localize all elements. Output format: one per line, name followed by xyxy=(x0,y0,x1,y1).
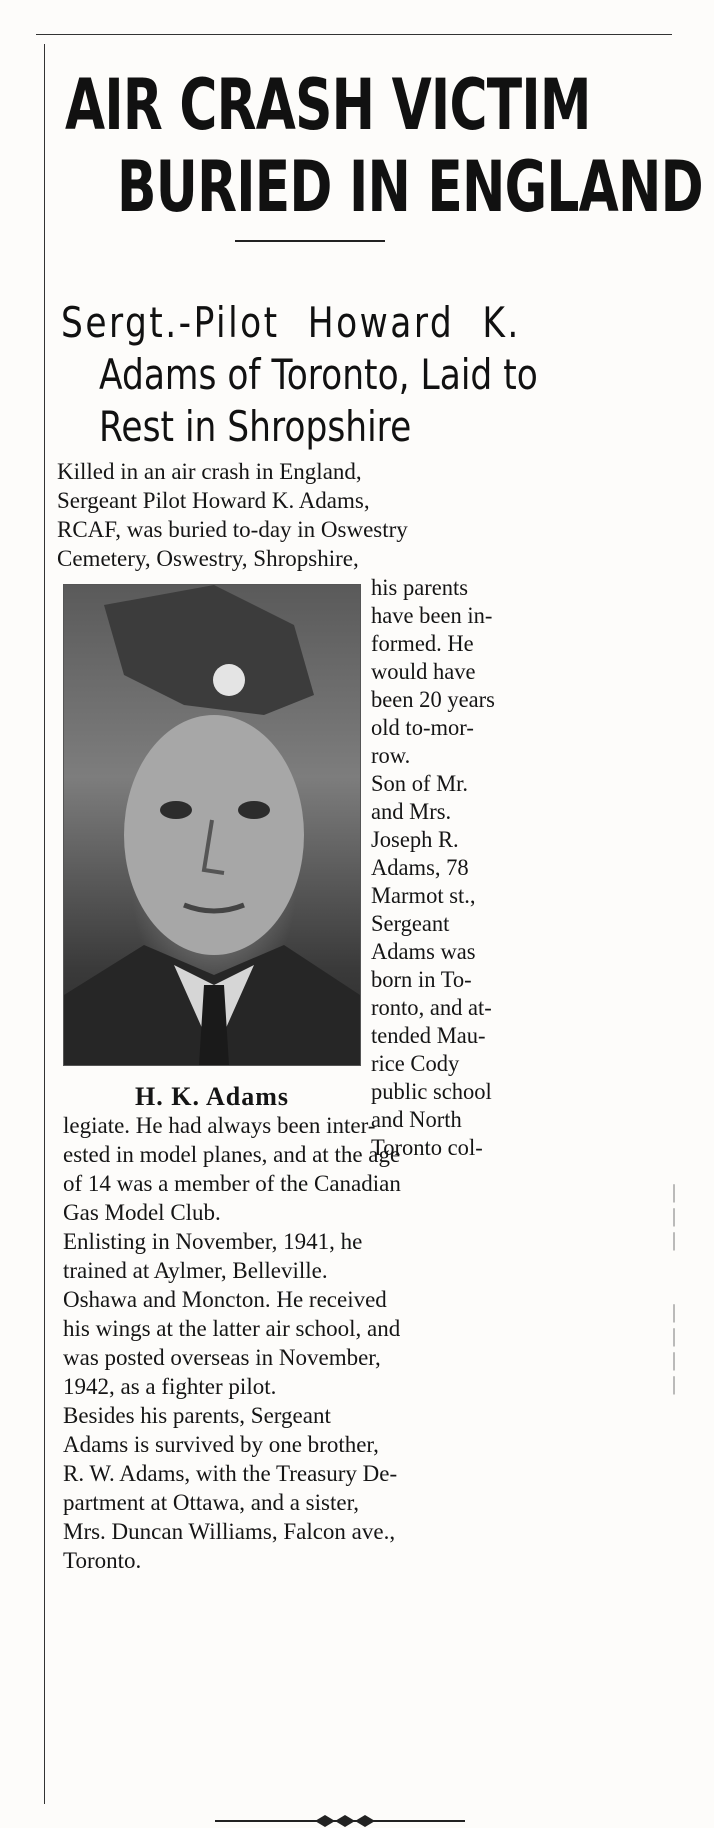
article-line: Adams is survived by one brother, xyxy=(63,1432,379,1457)
article-line: formed. He xyxy=(371,631,474,656)
article-line: R. W. Adams, with the Treasury De- xyxy=(63,1461,398,1486)
deck-line-3: Rest in Shropshire xyxy=(99,402,412,451)
article-line: trained at Aylmer, Belleville. xyxy=(63,1258,328,1283)
article-line: of 14 was a member of the Canadian xyxy=(63,1171,401,1196)
article-line: and Mrs. xyxy=(371,799,452,824)
article-line: old to-mor- xyxy=(371,715,474,740)
article-line: Enlisting in November, 1941, he xyxy=(63,1229,363,1254)
portrait-photo xyxy=(63,584,361,1066)
top-border-rule xyxy=(36,34,672,35)
article-line: his parents xyxy=(371,575,469,600)
article-line: Sergeant xyxy=(371,911,450,936)
deck-line-1: Sergt.-Pilot Howard K. xyxy=(61,298,521,347)
article-line: Gas Model Club. xyxy=(63,1200,221,1225)
article-line: Cemetery, Oswestry, Shropshire, xyxy=(57,546,359,571)
article-line: born in To- xyxy=(371,967,472,992)
article-line: been 20 years xyxy=(371,687,495,712)
article-line: ested in model planes, and at the age xyxy=(63,1142,401,1167)
article-line: tended Mau- xyxy=(371,1023,486,1048)
article-line: ronto, and at- xyxy=(371,995,492,1020)
article-line: Sergeant Pilot Howard K. Adams, xyxy=(57,488,370,513)
article-line: was posted overseas in November, xyxy=(63,1345,381,1370)
headline-line-1: AIR CRASH VICTIM xyxy=(65,64,591,146)
deck-line-2: Adams of Toronto, Laid to xyxy=(99,350,538,399)
article-line: Toronto. xyxy=(63,1548,142,1573)
article-line: public school xyxy=(371,1079,492,1104)
headline-divider xyxy=(235,240,385,242)
article-line: Adams, 78 xyxy=(371,855,469,880)
article-line: would have xyxy=(371,659,476,684)
article-line: Joseph R. xyxy=(371,827,459,852)
newspaper-clipping xyxy=(44,44,703,1804)
article-line: Marmot st., xyxy=(371,883,476,908)
article-line: have been in- xyxy=(371,603,493,628)
article-line: legiate. He had always been inter- xyxy=(63,1113,376,1138)
article-line: his wings at the latter air school, and xyxy=(63,1316,401,1341)
article-line: row. xyxy=(371,743,411,768)
adjacent-column-edge: | | | | | | | xyxy=(672,1181,677,1395)
article-line: Oshawa and Moncton. He received xyxy=(63,1287,387,1312)
article-line: rice Cody xyxy=(371,1051,460,1076)
article-line: and North xyxy=(371,1107,462,1132)
end-ornament xyxy=(215,1814,465,1828)
article-line: 1942, as a fighter pilot. xyxy=(63,1374,277,1399)
article-line: Adams was xyxy=(371,939,476,964)
article-line: Besides his parents, Sergeant xyxy=(63,1403,331,1428)
article-line: Son of Mr. xyxy=(371,771,469,796)
article-line: RCAF, was buried to-day in Oswestry xyxy=(57,517,408,542)
article-line: Killed in an air crash in England, xyxy=(57,459,362,484)
article-line: Mrs. Duncan Williams, Falcon ave., xyxy=(63,1519,396,1544)
article-line: partment at Ottawa, and a sister, xyxy=(63,1490,360,1515)
headline-line-2: BURIED IN ENGLAND xyxy=(117,146,703,228)
article-line: Toronto col- xyxy=(371,1135,483,1160)
photo-caption: H. K. Adams xyxy=(135,1082,290,1111)
portrait-silhouette xyxy=(64,585,360,1065)
